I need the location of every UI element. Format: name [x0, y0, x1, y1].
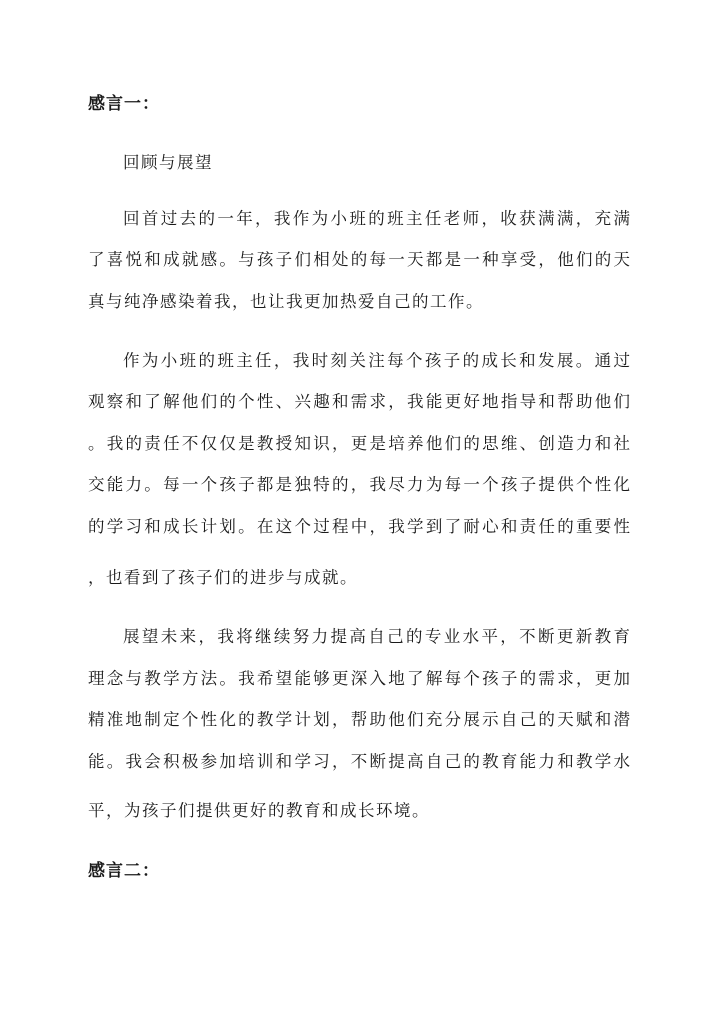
- paragraph-line: 观察和了解他们的个性、兴趣和需求，我能更好地指导和帮助他们: [88, 392, 630, 411]
- paragraph-line: 展望未来，我将继续努力提高自己的专业水平，不断更新教育: [123, 627, 630, 646]
- paragraph-line: 交能力。每一个孩子都是独特的，我尽力为每一个孩子提供个性化: [88, 475, 630, 494]
- paragraph-line: 。我的责任不仅仅是教授知识，更是培养他们的思维、创造力和社: [88, 434, 630, 453]
- section-subtitle: 回顾与展望: [123, 153, 213, 172]
- paragraph-line: 的学习和成长计划。在这个过程中，我学到了耐心和责任的重要性: [88, 517, 630, 536]
- paragraph-line: 回首过去的一年，我作为小班的班主任老师，收获满满，充满: [123, 209, 630, 228]
- paragraph-line: 理念与教学方法。我希望能够更深入地了解每个孩子的需求，更加: [88, 669, 630, 688]
- paragraph-line: 了喜悦和成就感。与孩子们相处的每一天都是一种享受，他们的天: [88, 250, 630, 269]
- paragraph-line: 真与纯净感染着我，也让我更加热爱自己的工作。: [88, 292, 484, 311]
- paragraph-line: 精准地制定个性化的教学计划，帮助他们充分展示自己的天赋和潜: [88, 710, 630, 729]
- paragraph-line: 作为小班的班主任，我时刻关注每个孩子的成长和发展。通过: [123, 351, 630, 370]
- paragraph-line: 能。我会积极参加培训和学习，不断提高自己的教育能力和教学水: [88, 752, 630, 771]
- paragraph-line: ，也看到了孩子们的进步与成就。: [88, 568, 358, 587]
- paragraph-line: 平，为孩子们提供更好的教育和成长环境。: [88, 801, 430, 820]
- section-heading-1: 感言一：: [88, 94, 160, 114]
- section-heading-2: 感言二：: [88, 861, 160, 881]
